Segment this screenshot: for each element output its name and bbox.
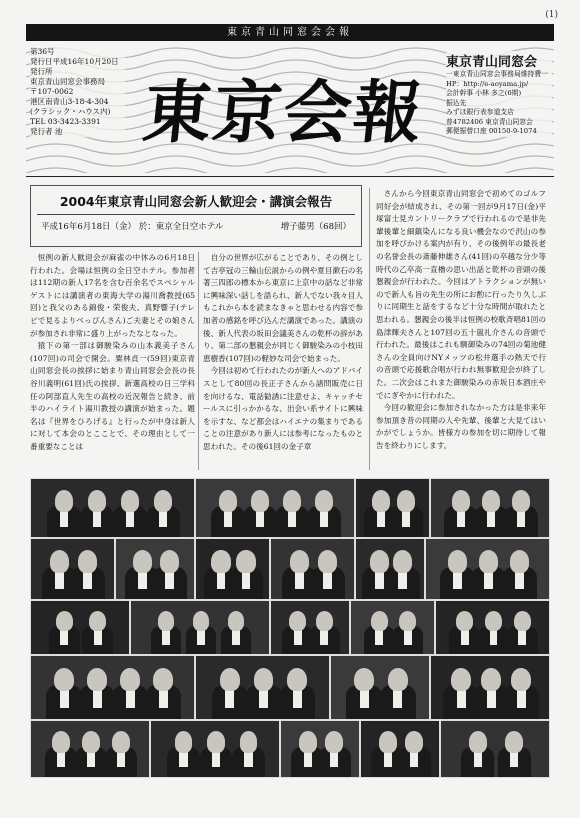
event-photo bbox=[355, 478, 430, 538]
event-photo bbox=[115, 538, 195, 600]
pub-line: TEL 03-3423-3391 bbox=[30, 117, 101, 126]
event-photo bbox=[130, 600, 270, 655]
event-photo bbox=[30, 720, 150, 778]
event-photo bbox=[30, 478, 195, 538]
article-column-3 bbox=[376, 188, 546, 452]
article-headline: 2004年東京青山同窓会新人歓迎会・講演会報告 bbox=[59, 194, 333, 209]
publication-info bbox=[30, 47, 125, 137]
event-photo bbox=[270, 600, 350, 655]
article-author: 増子藤男（68回） bbox=[280, 222, 351, 232]
paragraph: さんから今回東京青山同窓会で初めてのゴルフ同好会が結成され、その第一回が9月17日(金)平塚富士見カントリークラブで行われるので是非先輩後輩と細鎮染んになる良い機会なので沢山の参加を呼びかける案内が有り、その後例年の最長老の名誉会長の斎藤伸雄さん(41回)の卒越な分少等時代の乙卒高一直櫓の思い出話と乾杯の音頭の後懇親会が行われた。今回はアトラクションが無いので新人も旨の先生の所にお酌に行ったり久しぶりに同期生と話をするなど十分な時間が取れたと思われる。懇親会の後半は恒例の校歌斉唱81回の島津輝夫さんと107回の五十嵐礼介さんの音頭で行われた。最後はこれも馴御染みの74回の菊池健さんの全員向けNYメッツの松井選手の熱天で行の音頭で応援歌合唱が行われ無事歓迎会が終了した。二次会はこれまた御駿染みの赤坂日本酒庄やでにぎやかに行われた。 bbox=[376, 189, 546, 400]
organization-name: 東京青山同窓会 bbox=[446, 55, 538, 70]
org-line: みずほ銀行表参道支店 bbox=[446, 108, 514, 116]
page-number: (1) bbox=[545, 10, 558, 20]
pub-line: 発行日平成16年10月20日 bbox=[30, 57, 119, 66]
event-photo bbox=[150, 720, 280, 778]
event-photo bbox=[195, 538, 270, 600]
event-photo bbox=[360, 720, 440, 778]
org-line: 普4782406 東京青山同窓会 bbox=[446, 117, 533, 126]
pub-line: 発行者 池 bbox=[30, 127, 63, 136]
paragraph: 猿下の第一部は御駿染みの山本義美子さん(107回)の司会で開会。粟林貞一(59回)東京青山同窓会長の挨拶に始まり青山同窓会会長の長谷川義明(61回)氏の挨拶、新選高校の日三学科任の阿部直人先生の高校の近況報告と続き、前半のハイライト湯川教授の講演が始まった。題名は『世界をひろげる』と行ったが中身は新人に対して本会のとこことで、その理由として一番重要なことは bbox=[30, 341, 195, 451]
pub-line: 発行所 bbox=[30, 67, 53, 76]
org-line: 会計幹事 小林 多之(6期) bbox=[446, 89, 522, 97]
paragraph: 自分の世界が広がることであり、その例として吉亭冠の三輪山伝説からの例や夏目漱石の名著三四郎の標本から東京に上京中の話など非常に興味深い話しを語られ、新人でない我々目人もこれから本を読まなきゃと思わせる内容で参加者の感銘を呼び込んだ講演であった。講演の後、新人代表の坂田会議美さんの乾杯の辞があり、第二部の懇親会が同じく御駿染みの小枝田恵樹香(107回)の軽妙な司会で始まった。 bbox=[203, 253, 363, 363]
article-column-1 bbox=[30, 252, 195, 454]
org-line: 一東京青山同窓会事務局維持費一 bbox=[446, 70, 548, 78]
article-meta bbox=[41, 220, 351, 232]
paragraph: 恒例の新人歓迎会が麻雀の中休みの6月18日行われた。会場は恒例の全日空ホテル。参加者は112期の新人17名を含む百余名でスペシャルゲストには講演者の東海大学の湯川喬教授(65回)と我父のある錦俊・荣俊夫、真野響子(テレビで見るよりべっぴんさん)ご夫妻とその娘さんが参加され非常に盛り上がったなとなった。 bbox=[30, 253, 195, 338]
article-date-place: 平成16年6月18日（金） 於：東京全日空ホテル bbox=[41, 222, 224, 232]
pub-line: 第36号 bbox=[30, 47, 55, 56]
pub-line: 〒107-0062 bbox=[30, 87, 74, 96]
pub-line: 東京青山同窓会事務局 bbox=[30, 77, 105, 86]
pub-line: 港区南青山3-18-4-304 bbox=[30, 97, 109, 106]
newsletter-logo: 東京会報 bbox=[139, 73, 428, 153]
org-line: 郵便振替口座 00150-9-1074 bbox=[446, 127, 537, 135]
org-line: HP：http://e-aoyama.jp/ bbox=[446, 79, 529, 88]
column-divider bbox=[198, 252, 199, 470]
event-photo bbox=[430, 478, 550, 538]
event-photo bbox=[30, 538, 115, 600]
article-header bbox=[30, 185, 362, 247]
event-photo bbox=[435, 600, 550, 655]
event-photo bbox=[30, 655, 195, 720]
event-photo bbox=[440, 720, 550, 778]
pub-line: (クラシック・ハウス内) bbox=[30, 107, 111, 116]
event-photo bbox=[355, 538, 425, 600]
event-photo bbox=[270, 538, 355, 600]
column-divider bbox=[369, 188, 370, 470]
org-line: 振込先 bbox=[446, 98, 467, 107]
event-photo bbox=[425, 538, 550, 600]
organization-info bbox=[446, 51, 552, 137]
event-photo bbox=[430, 655, 550, 720]
event-photo bbox=[330, 655, 430, 720]
banner: 東京青山同窓会会報 bbox=[26, 24, 554, 41]
event-photo bbox=[195, 478, 355, 538]
article-column-2 bbox=[203, 252, 363, 454]
masthead bbox=[26, 43, 554, 173]
photo-collage bbox=[30, 478, 550, 778]
paragraph: 今回の歓迎会に参加されなかった方は是非来年参加頂き昔の同期の人や先輩、後輩と大見てはいかがでしょうか。皆様方の参加を切に期待して報告を終わりにします。 bbox=[376, 403, 546, 450]
divider bbox=[37, 214, 355, 215]
event-photo bbox=[195, 655, 330, 720]
event-photo bbox=[350, 600, 435, 655]
divider bbox=[26, 176, 554, 177]
event-photo bbox=[280, 720, 360, 778]
paragraph: 今回は初めて行われたのが新人へのアドバイスとして80回の長正子さんから諸問販売に日を向けるな、電話勧誘に注意せよ、キャッチセールスに引っかかるな、出会い系サイトに興味を示すな、など都会はハイエナの集まりであることの注意があり新人には参考になったものと思われた。その後61回の金子章 bbox=[203, 366, 363, 451]
event-photo bbox=[30, 600, 130, 655]
